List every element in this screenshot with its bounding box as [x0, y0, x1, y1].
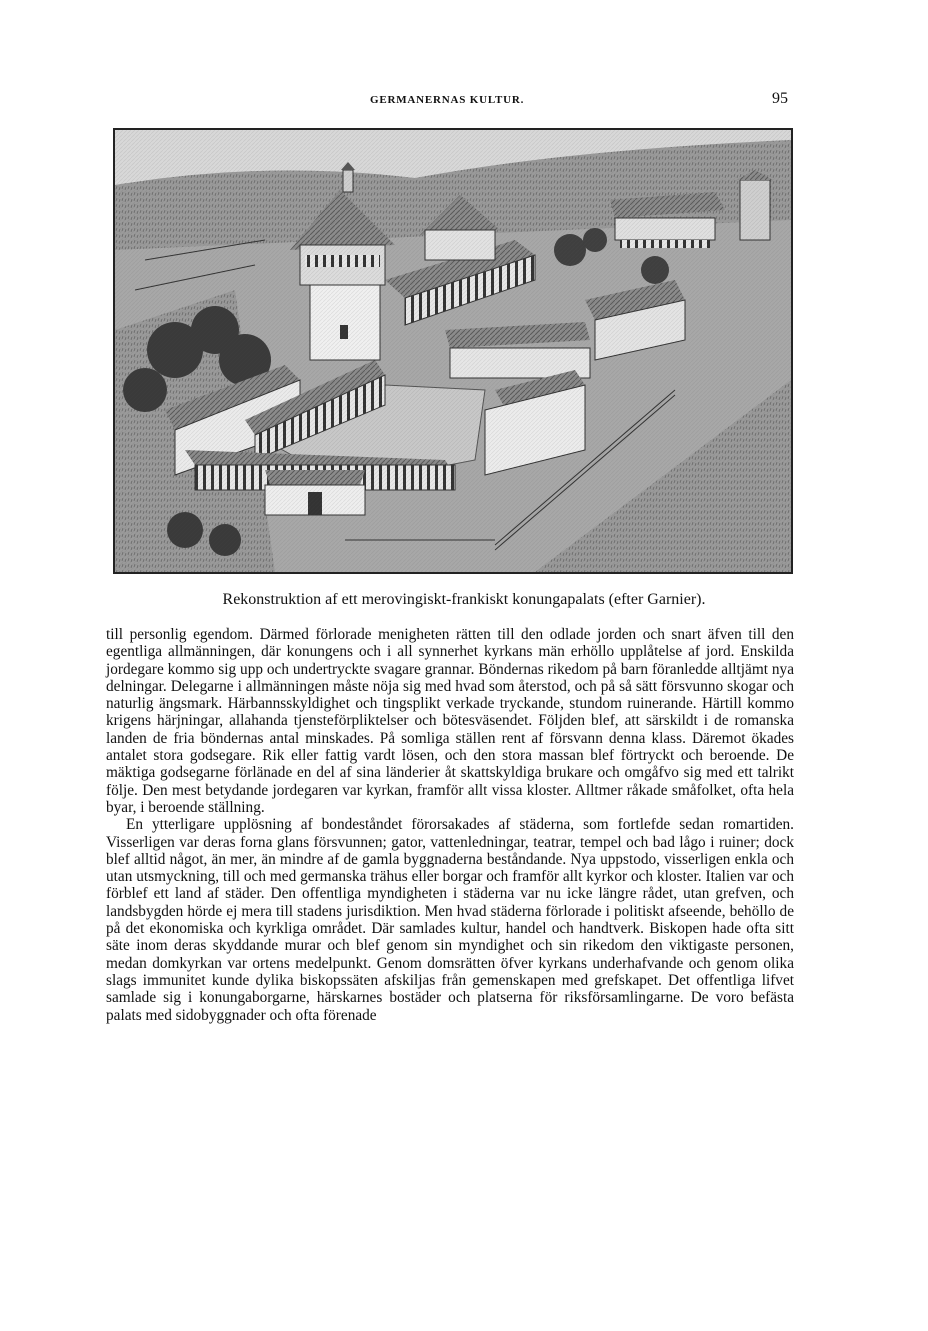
figure-caption: Rekonstruktion af ett merovingiskt-frankiskt konungapalats (efter Garnier). [222, 591, 706, 608]
running-title: GERMANERNAS KULTUR. [370, 94, 525, 106]
paragraph-2: En ytterligare upplösning af bondeståndet förorsakades af städerna, som fortlefde sedan romartiden. Visserligen var deras forna glans försvunnen; gator, vattenledningar, teatrar, tempel och bad lågo i ruiner; dock blef alltid något, än mer, än mindre af de gamla byggnaderna beståndande. Nya uppstodo, visserligen enkla och utan utsmyckning, till och med germanska trähus eller borgar och framför allt kyrkor och kloster. Italien var och förblef ett land af städer. Den offentliga myndigheten i städerna var nu icke längre rådet, utan grefven, och landsbygden hörde ej mera till stadens jurisdiktion. Men hvad städerna förlorade i politiskt afseende, behöllo de på det ekonomiska och kyrkliga området. Där samlades kultur, handel och handtverk. Biskopen hade ofta sitt säte inom deras skyddande murar och blef genom sin myndighet och sin rikedom den viktigaste personen, medan domkyrkan var ortens medelpunkt. Genom domsrätten öfver kyrkans underhafvande och genom olika slags immunitet kunde dylika biskopssäten afskiljas från gemenskapen med grefskapet. Det offentliga lifvet samlade sig i konungaborgarne, härskarnes bostäder och platserna för riksförsamlingarne. De voro befästa palats med sidobyggnader och ofta förenade [106, 816, 794, 1024]
page-header [0, 90, 928, 110]
paragraph-1: till personlig egendom. Därmed förlorade menigheten rätten till den odlade jorden och snart äfven till den egentliga allmänningen, där konungens och i all synnerhet kyrkans män erhöllo upplåtelse af jord. Enskilda jordegare kommo sig upp och undertryckte svagare grannar. Böndernas rikedom på barn föranledde alltjämt nya delningar. Delegarne i allmänningen måste nöja sig med hvad som återstod, och på så sätt försvunno skogar och naturlig ängsmark. Härbannsskyldighet och tingsplikt verkade tryckande, stundom ruinerande. Härtill kommo krigens härjningar, allahanda tjensteförpliktelser och bötesväsendet. Följden blef, att särskildt i de romanska landen de fria böndernas antal minskades. På somliga ställen rent af försvann denna klass. Däremot ökades antalet stora godsegare. Rik eller fattig vardt lösen, och den stora massan blef förtryckt och beroende. De mäktiga godsegarne förlänade en del af sina länderier åt skattskyldiga brukare och omgåfvo sig med ett talrikt följe. Den mest betydande jordegaren var kyrkan, framför allt vissa kloster. Alltmer råkade småfolket, ofta hela byar, i beroende ställning. [106, 626, 794, 816]
page-number: 95 [772, 90, 788, 107]
body-text [106, 626, 794, 1024]
palace-illustration [113, 128, 793, 574]
